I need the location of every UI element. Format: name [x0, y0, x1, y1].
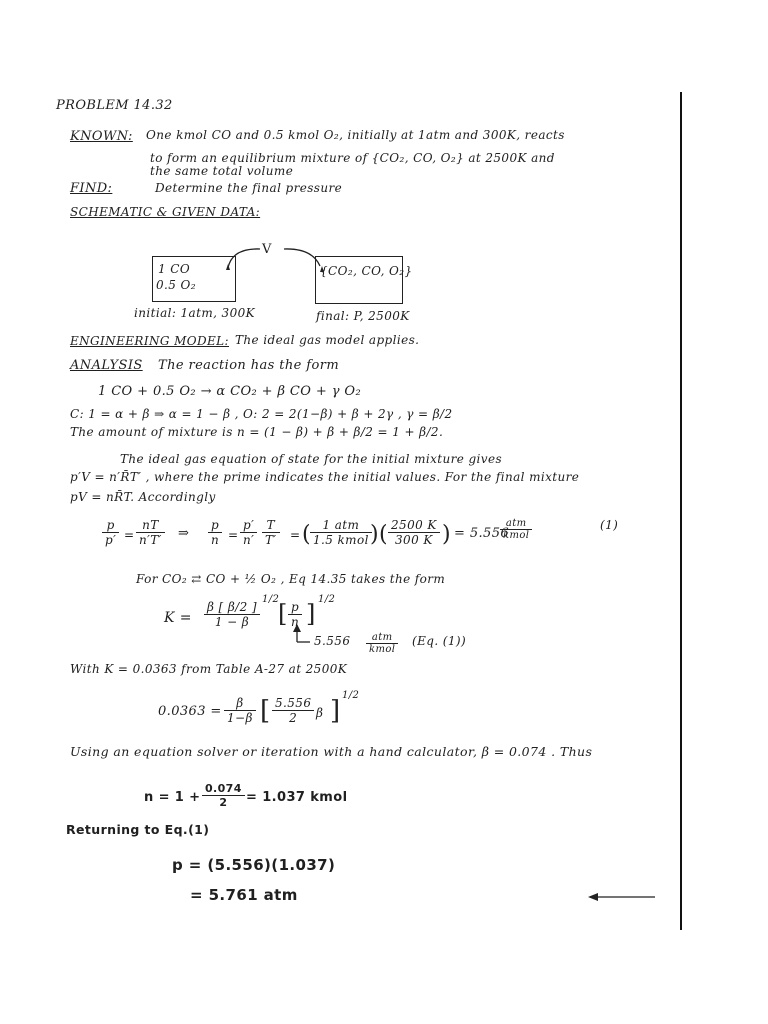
n-result: = 1.037 kmol	[246, 790, 348, 805]
eq1-tag: (1)	[600, 518, 619, 532]
schematic-label: SCHEMATIC & GIVEN DATA:	[70, 205, 261, 219]
eq1-temperature-ratio: $\frac{2500 K}{300 K}$	[388, 518, 440, 547]
k-main-fraction: $\frac{\beta [ \beta/2 ]}{1 - \beta}$	[204, 600, 260, 629]
k-value: 0.0363 =	[158, 704, 222, 719]
k-p-over-n: $\frac{p}{n}$	[288, 600, 302, 629]
eq1-equals-2: =	[290, 528, 301, 542]
n-lhs: n = 1 +	[144, 790, 201, 805]
eq1-p-over-pprime: $\frac{p}{p'}$	[102, 518, 119, 547]
k-note-ref: (Eq. (1))	[412, 634, 467, 648]
eq1-equals-1: =	[228, 528, 239, 542]
ideal-gas-line-1: The ideal gas equation of state for the initial mixture gives	[120, 452, 503, 466]
mixture-amount: The amount of mixture is n = (1 − β) + β + β/2 = 1 + β/2.	[70, 425, 444, 439]
known-line-2: to form an equilibrium mixture of {CO₂, CO, O₂} at 2500K and	[150, 151, 555, 165]
find-label: FIND:	[70, 181, 113, 196]
initial-tank-o2: 0.5 O₂	[156, 278, 196, 292]
known-line-3: the same total volume	[150, 164, 294, 178]
initial-caption: initial: 1atm, 300K	[134, 306, 256, 320]
eq1-nt-over-nprimetprime: $\frac{nT}{n'T'}$	[136, 518, 165, 547]
initial-tank-co: 1 CO	[158, 262, 191, 276]
find-text: Determine the final pressure	[155, 181, 343, 195]
final-caption: final: P, 2500K	[316, 309, 410, 323]
valve-label: V	[262, 242, 272, 257]
solver-line: Using an equation solver or iteration with a hand calculator, β = 0.074 . Thus	[70, 744, 593, 759]
dissociation-line: For CO₂ ⇄ CO + ½ O₂ , Eq 14.35 takes the form	[136, 572, 446, 586]
final-pressure: = 5.761 atm	[190, 886, 298, 904]
ideal-gas-line-2: p′V = n′R̄T′ , where the prime indicates the initial values. For the final mixture	[70, 470, 580, 484]
k-exp-1: 1/2	[262, 594, 280, 605]
eq1-t-over-tprime: $\frac{T}{T'}$	[262, 518, 280, 547]
ideal-gas-line-3: pV = nR̄T. Accordingly	[70, 490, 216, 504]
eq1-result: = 5.556	[454, 526, 510, 541]
analysis-label: ANALYSIS	[70, 358, 143, 373]
eq1-p-over-n: $\frac{p}{n}$	[208, 518, 222, 547]
solution-page: PROBLEM 14.32 KNOWN: One kmol CO and 0.5 kmol O₂, initially at 1atm and 300K, reacts to form an equilibrium mixture of {CO₂, CO, O₂} at 2500K and the same total volume FIND: Determine the final pressure SCHEMATIC & GIVEN DATA: V 1 CO 0.5 O₂ initial: 1atm, 300K {CO₂, CO, O₂} final: P, 2500K ENGINEERING MODEL: The ideal gas model applies. ANALYSIS The reaction has the form 1 CO + 0.5 O₂ → α CO₂ + β CO + γ O₂ C: 1 = α + β ⇒ α = 1 − β , O: 2 = 2(1−β) + β + 2γ , γ = β/2 The amount of mixture is n = (1 − β) + β + β/2 = 1 + β/2. The ideal gas equation of state for the initial mixture gives p′V = n′R̄T′ , where the prime indicates the initial values. For the final mixture pV = nR̄T. Accordingly $\frac{p}{p'}$ = $\frac{nT}{n'T'}$ ⇒ $\frac{p}{n}$ = $\frac{p'}{n'}$ $\frac{T}{T'}$ = ( 1 atm 1.5 kmol )( $\frac{2500 K}{300 K}$ ) = 5.556 atm kmol (1) For CO₂ ⇄ CO + ½ O₂ , Eq 14.35 takes the form K = $\frac{\beta [ \beta/2 ]}{1 - \beta}$ 1/2 [ $\frac{p}{n}$ ] 1/2 5.556 atm kmol (Eq. (1)) With K = 0.0363 from Table A-27 at 2500K 0.0363 = $\frac{\beta}{1-\beta}$ [ $\frac{5.556}{2}$ β ] 1/2 Using an equation solver or iteration with a hand calculator, β = 0.074 . Thus n = 1 + $\frac{0.074}{2}$ = 1.037 kmol Returning to Eq.(1) p = (5.556)(1.037) = 5.761 atm	[0, 0, 768, 1024]
analysis-intro: The reaction has the form	[158, 358, 340, 373]
eq1-atm-over-kmol: 1 atm 1.5 kmol	[310, 518, 372, 547]
n-fraction: $\frac{0.074}{2}$	[202, 782, 245, 809]
model-text: The ideal gas model applies.	[235, 333, 420, 347]
eq1-pprime-over-nprime: $\frac{p'}{n'}$	[240, 518, 257, 547]
k-table-line: With K = 0.0363 from Table A-27 at 2500K	[70, 662, 348, 676]
known-label: KNOWN:	[70, 129, 133, 144]
k2-beta: β	[316, 706, 324, 720]
k-note-unit: atm kmol	[366, 632, 398, 655]
eq1-implies: ⇒	[178, 526, 190, 541]
k2-inner-fraction: $\frac{5.556}{2}$	[272, 696, 314, 725]
problem-heading: PROBLEM 14.32	[56, 98, 173, 113]
k-note-value: 5.556	[314, 634, 351, 648]
model-label: ENGINEERING MODEL:	[70, 334, 229, 348]
k2-exp: 1/2	[342, 690, 360, 701]
k-lhs: K =	[164, 610, 192, 626]
known-line-1: One kmol CO and 0.5 kmol O₂, initially at 1atm and 300K, reacts	[146, 128, 565, 142]
atom-balances: C: 1 = α + β ⇒ α = 1 − β , O: 2 = 2(1−β) + β + 2γ , γ = β/2	[70, 407, 453, 421]
pressure-product: p = (5.556)(1.037)	[172, 856, 336, 874]
returning-line: Returning to Eq.(1)	[66, 822, 210, 837]
final-tank-species: {CO₂, CO, O₂}	[320, 264, 413, 278]
beta-fraction: $\frac{\beta}{1-\beta}$	[224, 696, 256, 725]
eq1-result-unit: atm kmol	[500, 518, 532, 541]
k-exp-2: 1/2	[318, 594, 336, 605]
reaction-equation: 1 CO + 0.5 O₂ → α CO₂ + β CO + γ O₂	[98, 384, 362, 399]
